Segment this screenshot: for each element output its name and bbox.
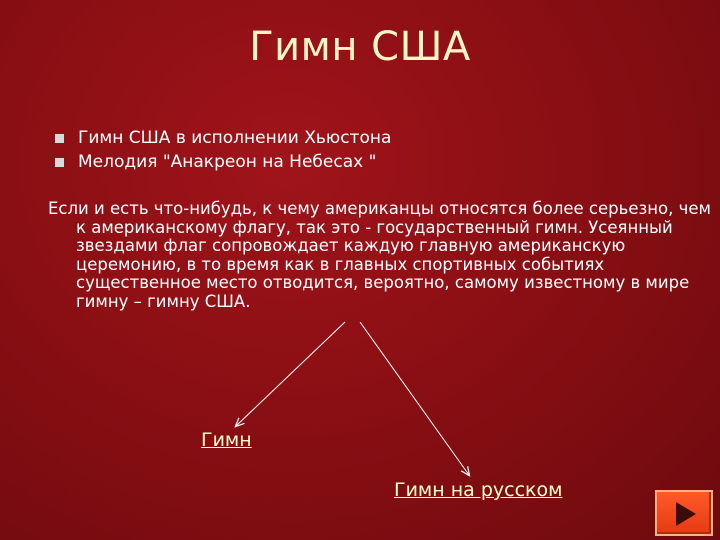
bullet-text: Гимн США в исполнении Хьюстона — [78, 128, 392, 148]
bullet-text: Мелодия "Анакреон на Небесах " — [78, 152, 377, 172]
anthem-link[interactable]: Гимн — [201, 429, 252, 451]
arrow-to-anthem-russian — [360, 322, 469, 475]
play-icon — [676, 502, 696, 526]
anthem-russian-link[interactable]: Гимн на русском — [394, 479, 563, 501]
next-slide-button[interactable] — [655, 490, 713, 536]
description-paragraph: Если и есть что-нибудь, к чему американцы относятся более серьезно, чем к американскому флагу, так это - государственный гимн. Усеянный звездами флаг сопровождает каждую главную американскую церемонию, в то время как в главных спортивных событиях существенное место отводится, вероятно, самому известному в мире гимну – гимну США. — [48, 199, 711, 311]
slide-title: Гимн США — [249, 24, 471, 70]
arrow-to-anthem — [236, 322, 345, 426]
